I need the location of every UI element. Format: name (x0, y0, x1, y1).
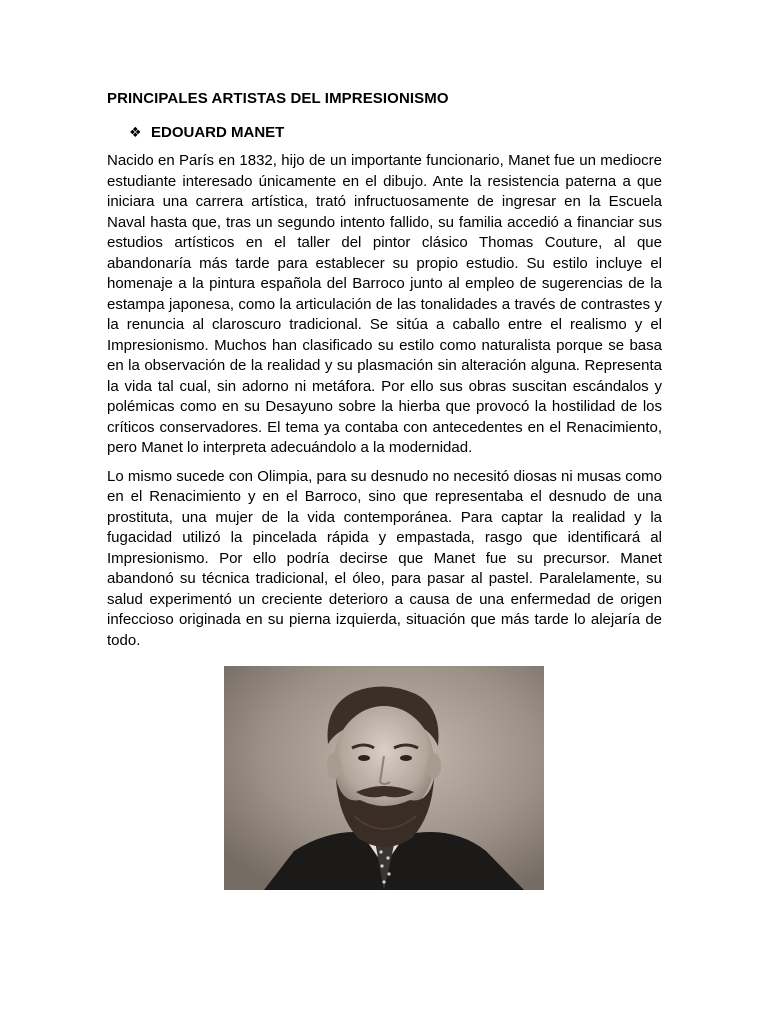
document-title: PRINCIPALES ARTISTAS DEL IMPRESIONISMO (107, 90, 449, 107)
paragraph-1: Nacido en París en 1832, hijo de un importante funcionario, Manet fue un mediocre estudiante interesado únicamente en el dibujo. Ante la resistencia paterna a que iniciara una carrera artística, trató infructuosamente de ingresar en la Escuela Naval hasta que, tras un segundo intento fallido, su familia accedió a financiar sus estudios artísticos en el taller del pintor clásico Thomas Couture, al que abandonaría más tarde para establecer su propio estudio. Su estilo incluye el homenaje a la pintura española del Barroco junto al empleo de sugerencias de la estampa japonesa, como la articulación de las tonalidades a través de contrastes y la renuncia al claroscuro tradicional. Se sitúa a caballo entre el realismo y el Impresionismo. Muchos han clasificado su estilo como naturalista porque se basa en la observación de la realidad y su plasmación sin alteración alguna. Representa la vida tal cual, sin adorno ni metáfora. Por ello sus obras suscitan escándalos y polémicas como en su Desayuno sobre la hierba que provocó la hostilidad de los críticos conservadores. El tema ya contaba con antecedentes en el Renacimiento, pero Manet lo interpreta adecuándolo a la modernidad. (107, 152, 662, 456)
portrait-illustration (224, 666, 544, 890)
document-body (107, 90, 662, 651)
paragraph-2: Lo mismo sucede con Olimpia, para su desnudo no necesitó diosas ni musas como en el Renacimiento y en el Barroco, sino que representaba el desnudo de una prostituta, una mujer de la vida contemporánea. Para captar la realidad y la fugacidad utilizó la pincelada rápida y empastada, rasgo que identificará al Impresionismo. Por ello podría decirse que Manet fue su precursor. Manet abandonó su técnica tradicional, el óleo, para pasar al pastel. Paralelamente, su salud experimentó un creciente deterioro a causa de una enfermedad de origen infeccioso originada en su pierna izquierda, situación que más tarde lo alejaría de todo. (107, 467, 662, 649)
section-heading-text: EDOUARD MANET (151, 124, 285, 141)
portrait-photo (224, 666, 544, 890)
diamond-bullet-icon: ❖ (129, 124, 142, 141)
section-heading (129, 124, 662, 141)
